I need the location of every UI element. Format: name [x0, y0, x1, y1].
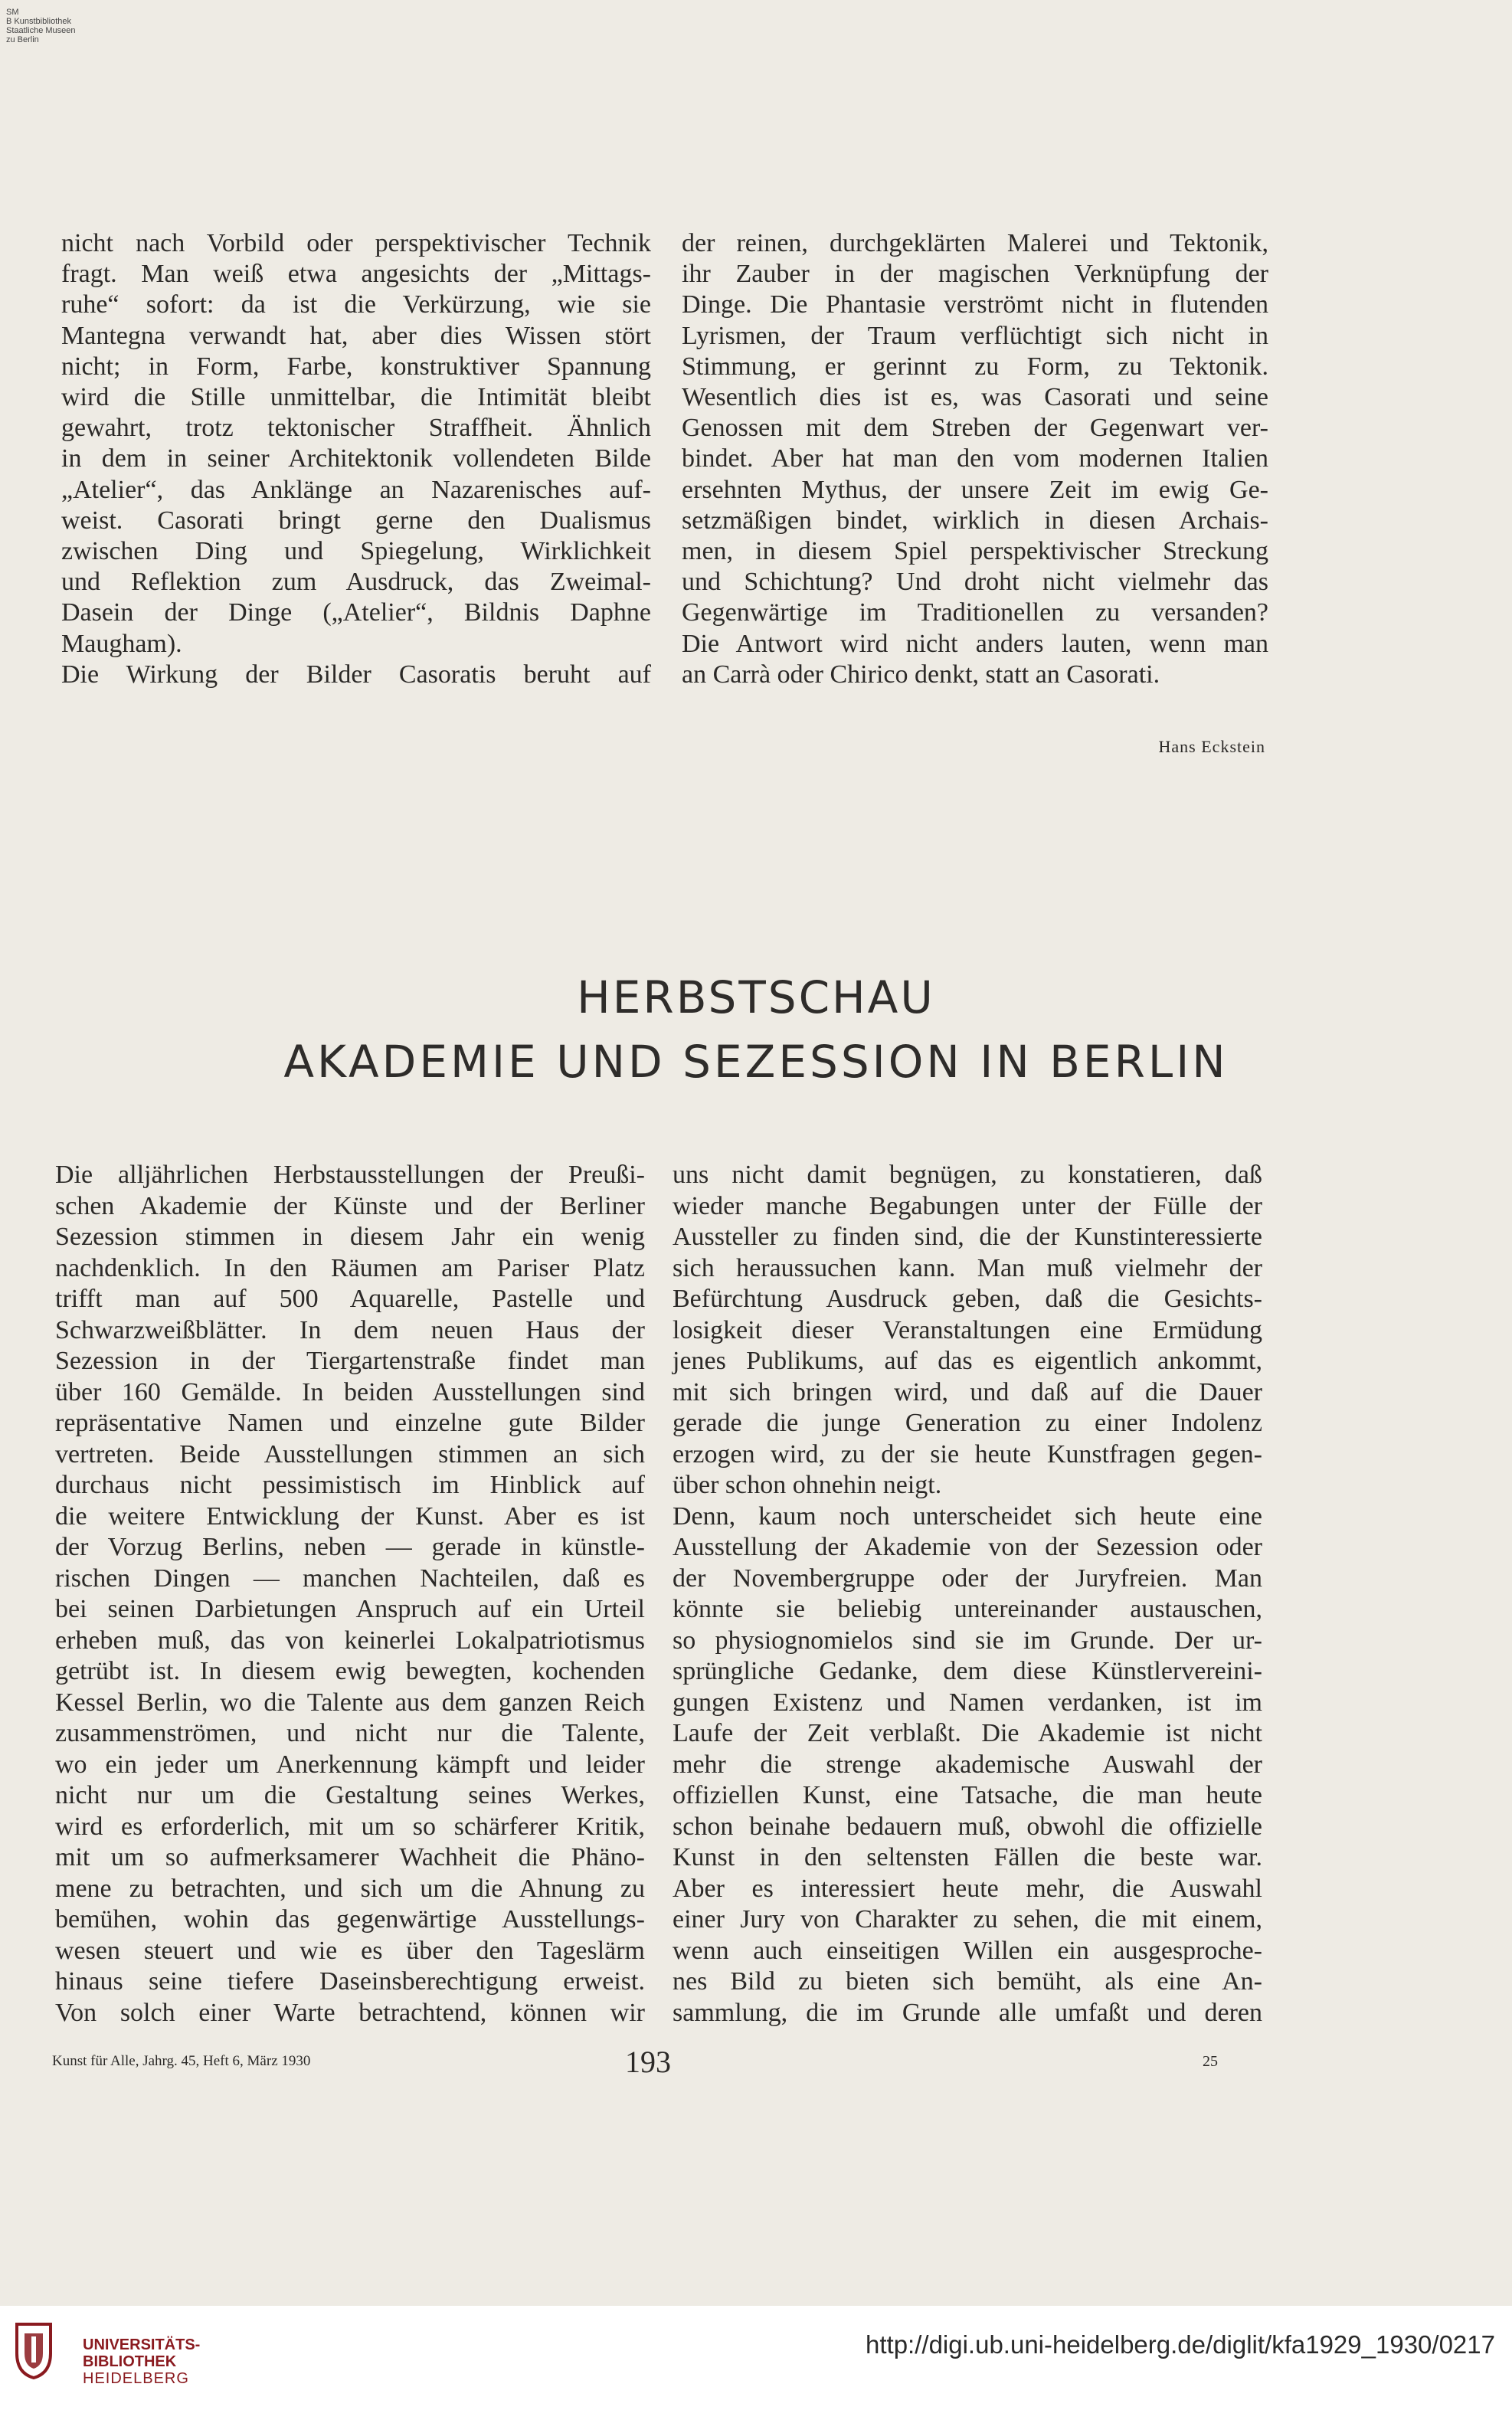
- text-line: Dinge. Die Phantasie verströmt nicht in flutenden: [682, 290, 1268, 319]
- text-line: Kessel Berlin, wo die Talente aus dem ganzen Reich: [55, 1688, 645, 1717]
- text-line: der Novembergruppe oder der Juryfreien. Man: [673, 1564, 1262, 1593]
- text-line: Schwarzweißblätter. In dem neuen Haus der: [55, 1315, 645, 1344]
- text-line: der reinen, durchgeklärten Malerei und Tektonik,: [682, 229, 1268, 257]
- text-line: wo ein jeder um Anerkennung kämpft und leider: [55, 1750, 645, 1779]
- text-line: mit sich bringen wird, und daß auf die Dauer: [673, 1377, 1262, 1406]
- text-line: schen Akademie der Künste und der Berliner: [55, 1191, 645, 1220]
- text-line: und Schichtung? Und droht nicht vielmehr das: [682, 568, 1268, 597]
- text-line: gerade die junge Generation zu einer Indolenz: [673, 1409, 1262, 1437]
- page-number: 193: [625, 2045, 671, 2079]
- text-line: losigkeit dieser Veranstaltungen eine Ermüdung: [673, 1315, 1262, 1344]
- text-line: durchaus nicht pessimistisch im Hinblick auf: [55, 1471, 645, 1499]
- text-line: nes Bild zu bieten sich bemüht, als eine An-: [673, 1967, 1262, 1996]
- text-line: rischen Dingen — manchen Nachteilen, daß es: [55, 1564, 645, 1593]
- text-line: men, in diesem Spiel perspektivischer Streckung: [682, 537, 1268, 566]
- text-line: Laufe der Zeit verblaßt. Die Akademie ist nicht: [673, 1719, 1262, 1747]
- text-line: nicht nach Vorbild oder perspektivischer Technik: [61, 229, 651, 257]
- text-line: getrübt ist. In diesem ewig bewegten, kochenden: [55, 1657, 645, 1685]
- text-line: nicht; in Form, Farbe, konstruktiver Spannung: [61, 352, 651, 381]
- text-line: Befürchtung Ausdruck geben, daß die Gesichts-: [673, 1285, 1262, 1313]
- text-line: gungen Existenz und Namen verdanken, ist im: [673, 1688, 1262, 1717]
- text-line: mehr die strenge akademische Auswahl der: [673, 1750, 1262, 1779]
- text-line: setzmäßigen bindet, wirklich in diesen Archais-: [682, 506, 1268, 535]
- text-line: wieder manche Begabungen unter der Fülle der: [673, 1191, 1262, 1220]
- text-line: bindet. Aber hat man den vom modernen Italien: [682, 444, 1268, 473]
- text-line: Mantegna verwandt hat, aber dies Wissen stört: [61, 321, 651, 350]
- text-line: die weitere Entwicklung der Kunst. Aber es ist: [55, 1501, 645, 1531]
- text-line: Die alljährlichen Herbstausstellungen der Preußi-: [55, 1161, 645, 1189]
- text-line: uns nicht damit begnügen, zu konstatieren, daß: [673, 1161, 1262, 1189]
- library-name: [83, 2336, 200, 2387]
- text-line: Die Wirkung der Bilder Casoratis beruht auf: [61, 660, 651, 689]
- text-line: in dem in seiner Architektonik vollendeten Bilde: [61, 444, 651, 473]
- article-subtitle: AKADEMIE UND SEZESSION IN BERLIN: [283, 1036, 1229, 1088]
- text-line: könnte sie beliebig untereinander austauschen,: [673, 1595, 1262, 1623]
- text-line: ersehnten Mythus, der unsere Zeit im ewig Ge-: [682, 475, 1268, 504]
- text-line: Aussteller zu finden sind, die der Kunstinteressierte: [673, 1223, 1262, 1251]
- sheet-number: 25: [1203, 2053, 1218, 2070]
- library-name-line: HEIDELBERG: [83, 2370, 189, 2387]
- page-footer: [0, 2044, 1512, 2078]
- source-url-link[interactable]: http://digi.ub.uni-heidelberg.de/diglit/kfa1929_1930/0217: [866, 2330, 1495, 2359]
- stamp-line: zu Berlin: [6, 35, 39, 44]
- text-line: erheben muß, das von keinerlei Lokalpatriotismus: [55, 1626, 645, 1655]
- text-line: wenn auch einseitigen Willen ein ausgesproche-: [673, 1936, 1262, 1965]
- text-line: fragt. Man weiß etwa angesichts der „Mittags-: [61, 260, 651, 289]
- text-line: sprüngliche Gedanke, dem diese Künstlervereini-: [673, 1657, 1262, 1685]
- text-line: wird die Stille unmittelbar, die Intimität bleibt: [61, 383, 651, 412]
- text-line: schon beinahe bedauern muß, obwohl die offizielle: [673, 1812, 1262, 1841]
- text-line: einer Jury von Charakter zu sehen, die mit einem,: [673, 1905, 1262, 1934]
- text-line: zusammenströmen, und nicht nur die Talente,: [55, 1719, 645, 1747]
- article-b-column-1: [55, 1160, 645, 2029]
- text-line: trifft man auf 500 Aquarelle, Pastelle und: [55, 1285, 645, 1313]
- text-line: Von solch einer Warte betrachtend, können wir: [55, 1998, 645, 2027]
- stamp-line: B Kunstbibliothek: [6, 17, 71, 26]
- article-a-column-1: [61, 228, 651, 690]
- text-line: jenes Publikums, auf das es eigentlich ankommt,: [673, 1347, 1262, 1375]
- article-a-column-2: [682, 228, 1268, 690]
- text-line: gewahrt, trotz tektonischer Straffheit. Ähnlich: [61, 414, 651, 443]
- text-line: über schon ohnehin neigt.: [673, 1471, 942, 1499]
- text-line: „Atelier“, das Anklänge an Nazarenisches auf-: [61, 475, 651, 504]
- text-line: Dasein der Dinge („Atelier“, Bildnis Daphne: [61, 598, 651, 627]
- stamp-line: SM: [6, 8, 19, 17]
- text-line: an Carrà oder Chirico denkt, statt an Casorati.: [682, 660, 1160, 689]
- journal-citation: Kunst für Alle, Jahrg. 45, Heft 6, März 1930: [52, 2053, 311, 2069]
- digitization-bar: [0, 2306, 1512, 2410]
- text-line: mene zu betrachten, und sich um die Ahnung zu: [55, 1874, 645, 1903]
- text-line: Ausstellung der Akademie von der Sezession oder: [673, 1533, 1262, 1561]
- text-line: erzogen wird, zu der sie heute Kunstfragen gegen-: [673, 1439, 1262, 1469]
- text-line: wesen steuert und wie es über den Tageslärm: [55, 1936, 645, 1965]
- library-name-line: UNIVERSITÄTS-: [83, 2336, 201, 2353]
- text-line: wird es erforderlich, mit um so schärferer Kritik,: [55, 1812, 645, 1841]
- author-signature: Hans Eckstein: [1158, 737, 1265, 756]
- library-stamp: [6, 8, 76, 44]
- text-line: bei seinen Darbietungen Anspruch auf ein Urteil: [55, 1595, 645, 1623]
- text-line: offiziellen Kunst, eine Tatsache, die man heute: [673, 1781, 1262, 1809]
- text-line: bemühen, wohin das gegenwärtige Ausstellungs-: [55, 1905, 645, 1934]
- text-line: der Vorzug Berlins, neben — gerade in künstle-: [55, 1533, 645, 1561]
- text-line: Sezession stimmen in diesem Jahr ein wenig: [55, 1223, 645, 1251]
- text-line: Stimmung, er gerinnt zu Form, zu Tektonik.: [682, 352, 1268, 381]
- text-line: repräsentative Namen und einzelne gute Bilder: [55, 1409, 645, 1437]
- text-line: nicht nur um die Gestaltung seines Werkes,: [55, 1781, 645, 1809]
- text-line: sich heraussuchen kann. Man muß vielmehr der: [673, 1253, 1262, 1282]
- article-b-column-2: [673, 1160, 1262, 2029]
- text-line: so physiognomielos sind sie im Grunde. Der ur-: [673, 1626, 1262, 1655]
- stamp-line: Staatliche Museen: [6, 26, 76, 35]
- text-line: ruhe“ sofort: da ist die Verkürzung, wie sie: [61, 290, 651, 319]
- text-line: Genossen mit dem Streben der Gegenwart ver-: [682, 414, 1268, 443]
- text-line: Die Antwort wird nicht anders lauten, wenn man: [682, 629, 1268, 658]
- text-line: und Reflektion zum Ausdruck, das Zweimal-: [61, 568, 651, 597]
- text-line: ihr Zauber in der magischen Verknüpfung der: [682, 260, 1268, 289]
- text-line: Lyrismen, der Traum verflüchtigt sich nicht in: [682, 321, 1268, 350]
- text-line: nachdenklich. In den Räumen am Pariser Platz: [55, 1253, 645, 1282]
- text-line: Wesentlich dies ist es, was Casorati und seine: [682, 383, 1268, 412]
- library-name-line: BIBLIOTHEK: [83, 2353, 177, 2370]
- text-line: über 160 Gemälde. In beiden Ausstellungen sind: [55, 1377, 645, 1406]
- text-line: Aber es interessiert heute mehr, die Auswahl: [673, 1874, 1262, 1903]
- text-line: Denn, kaum noch unterscheidet sich heute eine: [673, 1501, 1262, 1531]
- text-line: hinaus seine tiefere Daseinsberechtigung erweist.: [55, 1967, 645, 1996]
- text-line: weist. Casorati bringt gerne den Dualismus: [61, 506, 651, 535]
- text-line: sammlung, die im Grunde alle umfaßt und deren: [673, 1998, 1262, 2027]
- text-line: mit um so aufmerksamerer Wachheit die Phäno-: [55, 1843, 645, 1871]
- university-seal-icon: [12, 2320, 55, 2381]
- text-line: zwischen Ding und Spiegelung, Wirklichkeit: [61, 537, 651, 566]
- text-line: Maugham).: [61, 629, 182, 658]
- text-line: vertreten. Beide Ausstellungen stimmen an sich: [55, 1439, 645, 1469]
- text-line: Sezession in der Tiergartenstraße findet man: [55, 1347, 645, 1375]
- text-line: Kunst in den seltensten Fällen die beste war.: [673, 1843, 1262, 1871]
- text-line: Gegenwärtige im Traditionellen zu versanden?: [682, 598, 1268, 627]
- article-title: HERBSTSCHAU: [577, 971, 935, 1023]
